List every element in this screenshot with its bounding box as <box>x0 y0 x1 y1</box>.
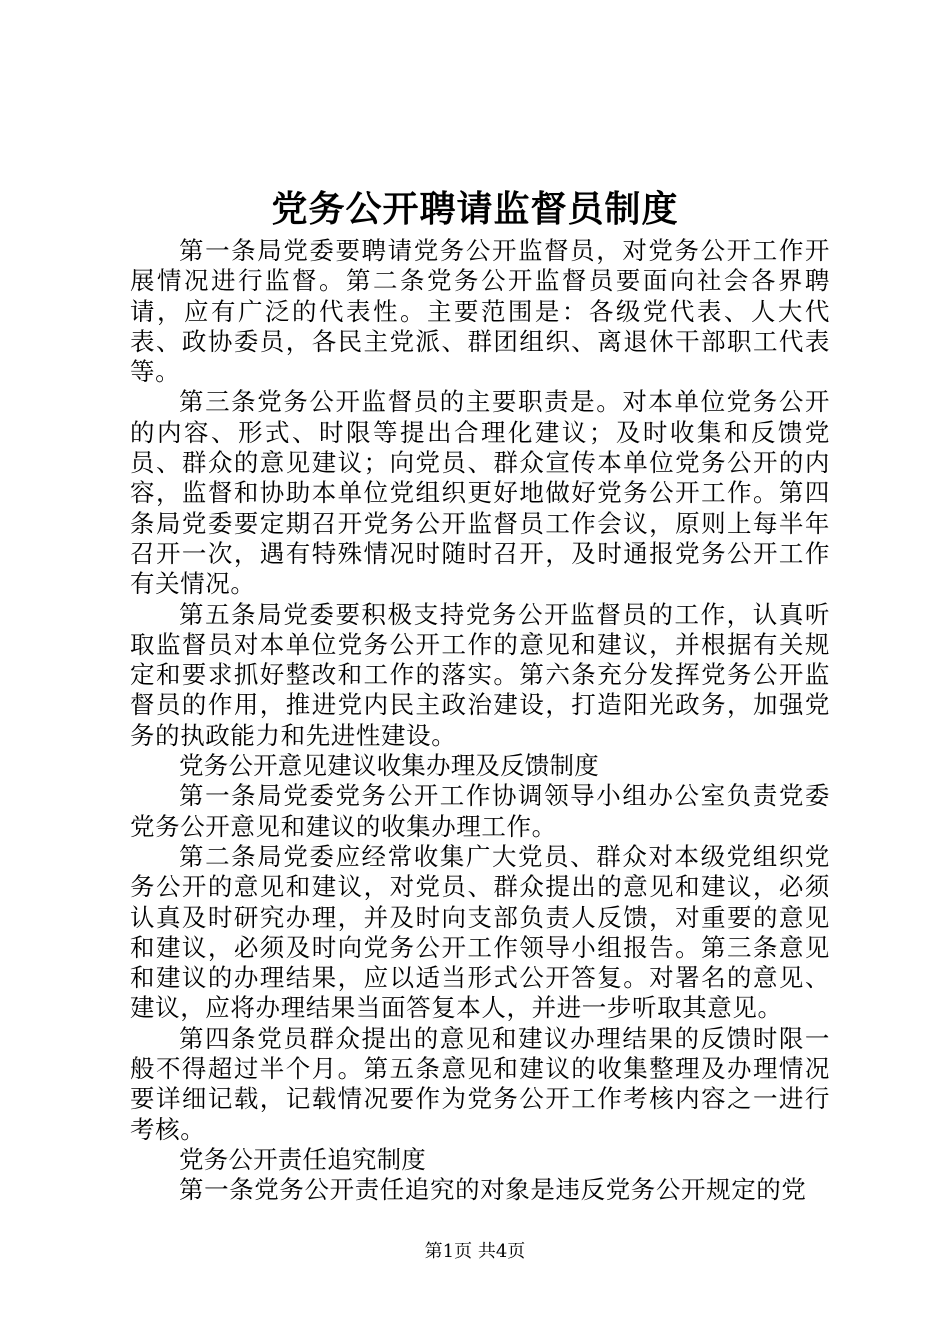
paragraph: 第五条局党委要积极支持党务公开监督员的工作，认真听取监督员对本单位党务公开工作的意见和建议，并根据有关规定和要求抓好整改和工作的落实。第六条充分发挥党务公开监督员的作用，推进党内民主政治建设，打造阳光政务，加强党务的执政能力和先进性建设。 <box>130 599 830 750</box>
document-body <box>130 236 830 1206</box>
paragraph: 第四条党员群众提出的意见和建议办理结果的反馈时限一般不得超过半个月。第五条意见和建议的收集整理及办理情况要详细记载，记载情况要作为党务公开工作考核内容之一进行考核。 <box>130 1023 830 1144</box>
page-number: 第1页 共4页 <box>424 1241 526 1262</box>
paragraph: 第三条党务公开监督员的主要职责是。对本单位党务公开的内容、形式、时限等提出合理化建议；及时收集和反馈党员、群众的意见建议；向党员、群众宣传本单位党务公开的内容，监督和协助本单位党组织更好地做好党务公开工作。第四条局党委要定期召开党务公开监督员工作会议，原则上每半年召开一次，遇有特殊情况时随时召开，及时通报党务公开工作有关情况。 <box>130 387 830 599</box>
paragraph: 第一条党务公开责任追究的对象是违反党务公开规定的党 <box>179 1175 807 1205</box>
section-heading: 党务公开意见建议收集办理及反馈制度 <box>179 751 599 781</box>
paragraph: 第二条局党委应经常收集广大党员、群众对本级党组织党务公开的意见和建议，对党员、群众提出的意见和建议，必须认真及时研究办理，并及时向支部负责人反馈，对重要的意见和建议，必须及时向党务公开工作领导小组报告。第三条意见和建议的办理结果，应以适当形式公开答复。对署名的意见、建议，应将办理结果当面答复本人，并进一步听取其意见。 <box>130 841 830 1023</box>
document-title: 党务公开聘请监督员制度 <box>271 188 679 230</box>
paragraph: 第一条局党委党务公开工作协调领导小组办公室负责党委党务公开意见和建议的收集办理工作。 <box>130 781 830 841</box>
paragraph: 第一条局党委要聘请党务公开监督员，对党务公开工作开展情况进行监督。第二条党务公开监督员要面向社会各界聘请，应有广泛的代表性。主要范围是：各级党代表、人大代表、政协委员，各民主党派、群团组织、离退休干部职工代表等。 <box>130 236 830 387</box>
section-heading: 党务公开责任追究制度 <box>179 1144 426 1174</box>
